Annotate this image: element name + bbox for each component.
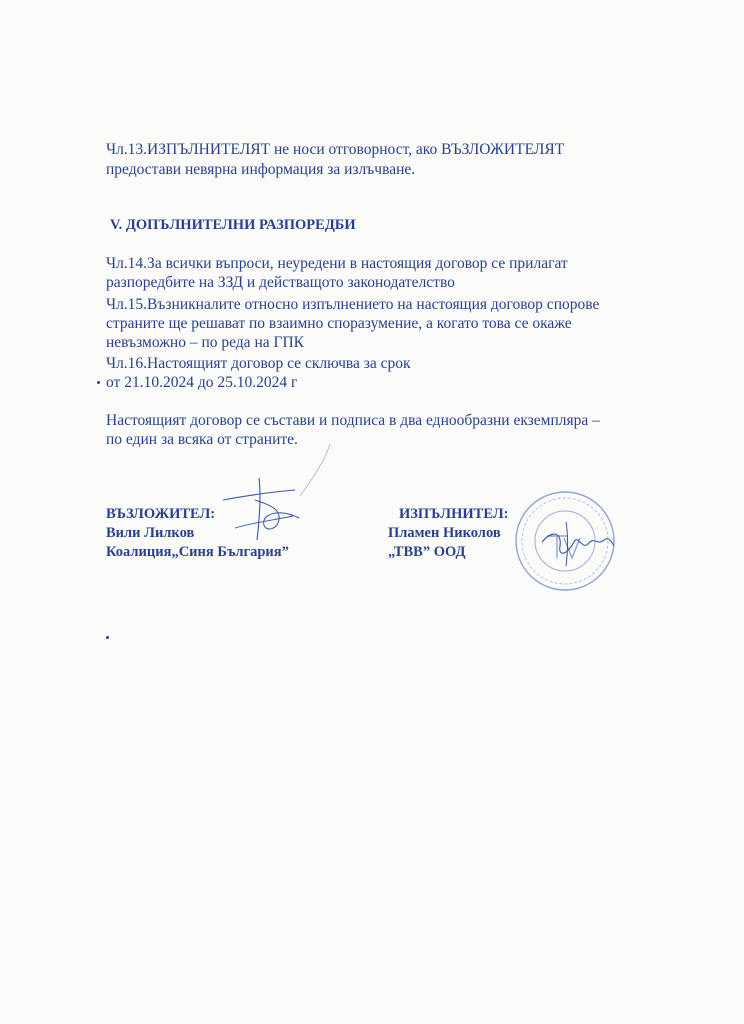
art16-line2: от 21.10.2024 до 25.10.2024 г: [106, 374, 298, 391]
closing-line2: по един за всяка от страните.: [106, 431, 298, 448]
closing-line1: Настоящият договор се състави и подписа в два еднообразни екземпляра –: [106, 412, 600, 429]
assignor-name: Вили Лилков: [106, 525, 195, 541]
art13-line1: Чл.13.ИЗПЪЛНИТЕЛЯТ не носи отговорност, ако ВЪЗЛОЖИТЕЛЯТ: [106, 141, 565, 158]
art15-line1: Чл.15.Възникналите относно изпълнението на настоящия договор спорове: [106, 296, 600, 313]
art16-line1: Чл.16.Настоящият договор се сключва за срок: [106, 355, 411, 372]
contractor-org: „ТВВ” ООД: [388, 544, 466, 560]
assignor-org: Коалиция„Синя България”: [106, 544, 289, 560]
art13-line2: предостави невярна информация за излъчване.: [106, 161, 416, 178]
art15-line3: невъзможно – по реда на ГПК: [106, 334, 304, 351]
assignor-signature-mark: [215, 470, 310, 550]
margin-dot: [97, 381, 100, 384]
contractor-signature-mark: [538, 520, 618, 570]
art14-line2: разпоредбите на ЗЗД и действащото законодателство: [106, 274, 455, 291]
contractor-role: ИЗПЪЛНИТЕЛ:: [399, 506, 509, 522]
contractor-name: Пламен Николов: [388, 525, 501, 541]
assignor-role: ВЪЗЛОЖИТЕЛ:: [106, 506, 216, 522]
art14-line1: Чл.14.За всички въпроси, неуредени в настоящия договор се прилагат: [106, 255, 568, 272]
section-heading: V. ДОПЪЛНИТЕЛНИ РАЗПОРЕДБИ: [110, 217, 356, 233]
art15-line2: страните ще решават по взаимно споразумение, а когато това се окаже: [106, 315, 572, 332]
bottom-dot: [106, 636, 109, 639]
